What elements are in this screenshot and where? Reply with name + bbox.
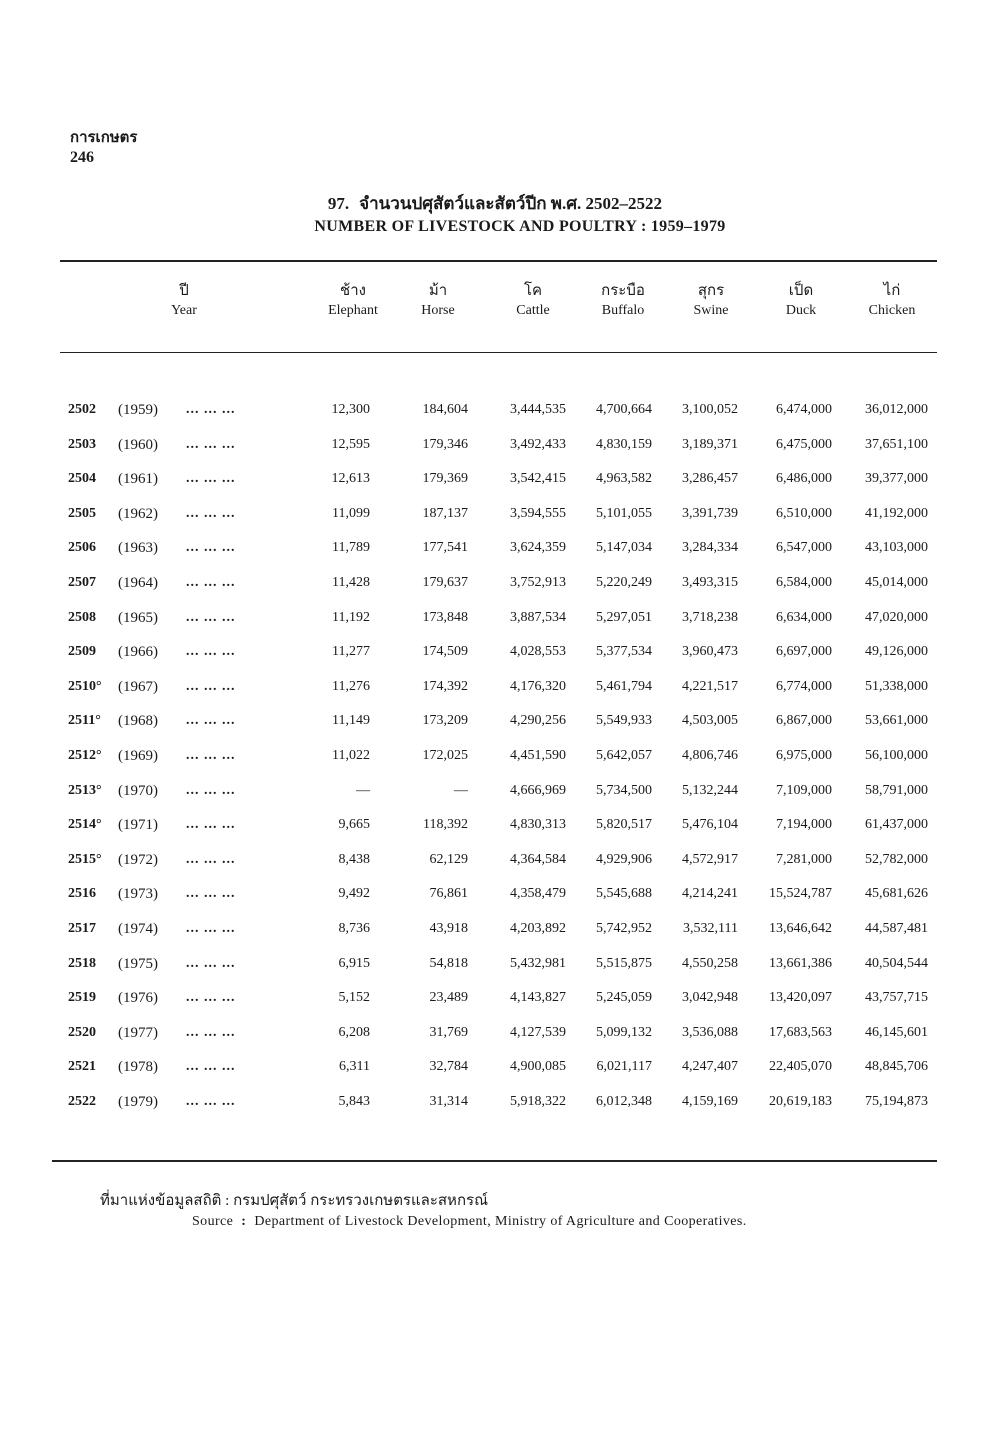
cell-cattle: 4,290,256	[510, 713, 566, 729]
cell-elephant: 6,208	[338, 1024, 370, 1040]
cell-buffalo: 5,742,952	[596, 921, 652, 936]
table-row	[0, 506, 990, 528]
leader-dots: ... ... ...	[186, 713, 236, 729]
cell-swine: 3,960,473	[682, 644, 738, 660]
leader-dots: ... ... ...	[186, 921, 236, 936]
year-be: 2516	[68, 886, 96, 902]
cell-horse: 184,604	[422, 402, 468, 417]
col-header-swine-en: Swine	[693, 303, 729, 318]
year-be: 2504	[68, 471, 96, 487]
col-header-year-en: Year	[171, 303, 197, 318]
cell-cattle: 4,900,085	[510, 1059, 566, 1075]
year-ce: (1961)	[118, 471, 158, 488]
cell-chicken: 40,504,544	[865, 955, 928, 971]
cell-horse: 23,489	[429, 990, 468, 1006]
cell-cattle: 4,127,539	[510, 1024, 566, 1040]
cell-duck: 6,975,000	[776, 748, 832, 763]
table-row	[0, 956, 990, 978]
cell-elephant: 6,915	[338, 955, 370, 971]
cell-horse: 118,392	[423, 817, 468, 833]
cell-chicken: 56,100,000	[865, 748, 928, 763]
cell-chicken: 75,194,873	[865, 1094, 928, 1109]
cell-elephant: 12,595	[331, 436, 370, 452]
cell-horse: 187,137	[422, 505, 468, 521]
cell-duck: 6,475,000	[776, 436, 832, 452]
cell-duck: 6,486,000	[776, 471, 832, 487]
leader-dots: ... ... ...	[186, 1059, 236, 1075]
cell-elephant: 11,428	[332, 575, 370, 590]
cell-chicken: 36,012,000	[865, 402, 928, 417]
cell-chicken: 46,145,601	[865, 1024, 928, 1040]
col-header-duck-th: เป็ด	[788, 283, 814, 299]
year-be: 2518	[68, 955, 96, 971]
table-row	[0, 990, 990, 1012]
leader-dots: ... ... ...	[186, 678, 236, 694]
cell-duck: 15,524,787	[769, 886, 832, 902]
col-header-chicken	[837, 282, 947, 320]
leader-dots: ... ... ...	[186, 748, 236, 763]
cell-elephant: 5,843	[338, 1094, 370, 1109]
leader-dots: ... ... ...	[186, 955, 236, 971]
cell-elephant: 11,022	[332, 748, 370, 763]
cell-swine: 4,806,746	[682, 748, 738, 763]
table-title-thai	[0, 190, 990, 217]
source-colon: :	[241, 1214, 247, 1229]
year-ce: (1976)	[118, 990, 158, 1007]
cell-buffalo: 6,021,117	[596, 1059, 652, 1075]
table-row	[0, 575, 990, 597]
col-header-swine-th: สุกร	[697, 283, 725, 299]
cell-horse: 32,784	[429, 1059, 468, 1075]
cell-chicken: 43,103,000	[865, 540, 928, 556]
table-row	[0, 610, 990, 632]
cell-buffalo: 5,377,534	[596, 644, 652, 660]
cell-swine: 5,476,104	[682, 817, 738, 833]
cell-horse: 62,129	[429, 851, 468, 867]
col-header-buffalo-th: กระบือ	[601, 283, 645, 299]
year-ce: (1972)	[118, 851, 158, 868]
cell-cattle: 4,028,553	[510, 644, 566, 660]
cell-duck: 6,547,000	[776, 540, 832, 556]
cell-horse: 173,209	[422, 713, 468, 729]
cell-swine: 4,572,917	[682, 851, 738, 867]
bottom-rule	[52, 1160, 937, 1162]
year-be: 2510°	[68, 678, 102, 694]
cell-horse: 172,025	[422, 748, 468, 763]
cell-swine: 3,042,948	[682, 990, 738, 1006]
cell-cattle: 4,666,969	[510, 782, 566, 798]
cell-horse: —	[454, 782, 468, 798]
cell-chicken: 61,437,000	[865, 817, 928, 833]
source-label: Source	[192, 1214, 234, 1229]
cell-buffalo: 6,012,348	[596, 1094, 652, 1109]
cell-elephant: 11,789	[332, 540, 370, 556]
year-be: 2517	[68, 921, 96, 936]
year-be: 2513°	[68, 782, 102, 798]
cell-swine: 3,100,052	[682, 402, 738, 417]
source-thai: ที่มาแห่งข้อมูลสถิติ : กรมปศุสัตว์ กระทรวงเกษตรและสหกรณ์	[100, 1193, 489, 1209]
cell-duck: 6,584,000	[776, 575, 832, 590]
cell-buffalo: 5,101,055	[596, 505, 652, 521]
cell-elephant: 9,492	[338, 886, 370, 902]
cell-elephant: 12,300	[331, 402, 370, 417]
year-ce: (1965)	[118, 609, 158, 626]
year-ce: (1960)	[118, 436, 158, 453]
year-be: 2519	[68, 990, 96, 1006]
cell-swine: 5,132,244	[682, 782, 738, 798]
year-be: 2505	[68, 505, 96, 521]
year-be: 2520	[68, 1024, 96, 1040]
cell-horse: 54,818	[429, 955, 468, 971]
cell-elephant: 8,736	[338, 921, 370, 936]
leader-dots: ... ... ...	[186, 402, 236, 417]
year-ce: (1975)	[118, 955, 158, 972]
cell-cattle: 4,203,892	[510, 921, 566, 936]
cell-duck: 6,474,000	[776, 402, 832, 417]
cell-swine: 4,550,258	[682, 955, 738, 971]
cell-chicken: 45,014,000	[865, 575, 928, 590]
leader-dots: ... ... ...	[186, 782, 236, 798]
leader-dots: ... ... ...	[186, 609, 236, 625]
col-header-chicken-th: ไก่	[883, 283, 901, 299]
cell-horse: 31,314	[429, 1094, 468, 1109]
cell-chicken: 52,782,000	[865, 851, 928, 867]
cell-chicken: 58,791,000	[865, 782, 928, 798]
table-row	[0, 437, 990, 459]
year-ce: (1978)	[118, 1059, 158, 1076]
year-ce: (1959)	[118, 402, 158, 418]
cell-swine: 4,221,517	[682, 678, 738, 694]
cell-elephant: 5,152	[338, 990, 370, 1006]
cell-cattle: 3,542,415	[510, 471, 566, 487]
cell-buffalo: 5,642,057	[596, 748, 652, 763]
cell-horse: 173,848	[422, 609, 468, 625]
leader-dots: ... ... ...	[186, 1094, 236, 1109]
cell-cattle: 3,594,555	[510, 505, 566, 521]
table-row	[0, 471, 990, 493]
table-row	[0, 1094, 990, 1116]
cell-swine: 3,284,334	[682, 540, 738, 556]
cell-cattle: 4,451,590	[510, 748, 566, 763]
cell-buffalo: 5,515,875	[596, 955, 652, 971]
cell-swine: 4,214,241	[682, 886, 738, 902]
year-ce: (1966)	[118, 644, 158, 661]
year-ce: (1967)	[118, 678, 158, 695]
cell-chicken: 48,845,706	[865, 1059, 928, 1075]
cell-chicken: 37,651,100	[865, 436, 928, 452]
leader-dots: ... ... ...	[186, 644, 236, 660]
top-rule	[60, 260, 937, 262]
year-ce: (1963)	[118, 540, 158, 557]
cell-cattle: 4,364,584	[510, 851, 566, 867]
col-header-chicken-en: Chicken	[868, 303, 916, 318]
col-header-elephant-th: ช้าง	[340, 283, 366, 299]
cell-buffalo: 5,099,132	[596, 1024, 652, 1040]
cell-duck: 6,510,000	[776, 505, 832, 521]
cell-horse: 179,637	[422, 575, 468, 590]
year-ce: (1979)	[118, 1094, 158, 1110]
table-row	[0, 783, 990, 805]
leader-dots: ... ... ...	[186, 990, 236, 1006]
table-row	[0, 679, 990, 701]
year-be: 2521	[68, 1059, 96, 1075]
cell-duck: 6,634,000	[776, 609, 832, 625]
year-be: 2512°	[68, 748, 102, 763]
table-row	[0, 852, 990, 874]
cell-cattle: 3,887,534	[510, 609, 566, 625]
cell-swine: 3,536,088	[682, 1024, 738, 1040]
cell-horse: 174,509	[422, 644, 468, 660]
table-row	[0, 540, 990, 562]
cell-duck: 6,774,000	[776, 678, 832, 694]
leader-dots: ... ... ...	[186, 851, 236, 867]
year-be: 2508	[68, 609, 96, 625]
table-row	[0, 713, 990, 735]
year-be: 2509	[68, 644, 96, 660]
year-ce: (1968)	[118, 713, 158, 730]
table-row	[0, 1059, 990, 1081]
cell-cattle: 4,830,313	[510, 817, 566, 833]
cell-buffalo: 5,297,051	[596, 609, 652, 625]
year-ce: (1970)	[118, 782, 158, 799]
cell-horse: 31,769	[429, 1024, 468, 1040]
cell-cattle: 4,143,827	[510, 990, 566, 1006]
cell-chicken: 45,681,626	[865, 886, 928, 902]
cell-chicken: 39,377,000	[865, 471, 928, 487]
cell-cattle: 3,492,433	[510, 436, 566, 452]
year-ce: (1969)	[118, 748, 158, 764]
cell-cattle: 3,752,913	[510, 575, 566, 590]
source-english	[192, 1214, 747, 1230]
cell-buffalo: 5,545,688	[596, 886, 652, 902]
page-number: 246	[70, 149, 94, 166]
cell-horse: 179,346	[422, 436, 468, 452]
table-row	[0, 1025, 990, 1047]
cell-swine: 3,189,371	[682, 436, 738, 452]
cell-buffalo: 5,461,794	[596, 678, 652, 694]
year-be: 2515°	[68, 851, 102, 867]
cell-duck: 7,109,000	[776, 782, 832, 798]
cell-swine: 3,532,111	[683, 921, 738, 936]
cell-elephant: 6,311	[339, 1059, 370, 1075]
cell-buffalo: 4,830,159	[596, 436, 652, 452]
col-header-elephant-en: Elephant	[328, 303, 378, 318]
col-header-horse-en: Horse	[421, 303, 455, 318]
cell-horse: 179,369	[422, 471, 468, 487]
cell-buffalo: 4,700,664	[596, 402, 652, 417]
cell-horse: 43,918	[429, 921, 468, 936]
cell-horse: 76,861	[429, 886, 468, 902]
cell-elephant: 11,149	[332, 713, 370, 729]
cell-buffalo: 5,147,034	[596, 540, 652, 556]
year-ce: (1974)	[118, 921, 158, 937]
cell-horse: 174,392	[422, 678, 468, 694]
table-number: 97.	[327, 194, 350, 213]
cell-cattle: 4,358,479	[510, 886, 566, 902]
cell-buffalo: 5,734,500	[596, 782, 652, 798]
cell-chicken: 49,126,000	[865, 644, 928, 660]
col-header-cattle-en: Cattle	[516, 303, 550, 318]
cell-buffalo: 5,220,249	[596, 575, 652, 590]
table-row	[0, 402, 990, 424]
cell-chicken: 41,192,000	[865, 505, 928, 521]
cell-buffalo: 4,929,906	[596, 851, 652, 867]
year-be: 2514°	[68, 817, 102, 833]
cell-swine: 4,503,005	[682, 713, 738, 729]
table-row	[0, 644, 990, 666]
cell-cattle: 5,432,981	[510, 955, 566, 971]
cell-swine: 3,493,315	[682, 575, 738, 590]
source-text: Department of Livestock Development, Ministry of Agriculture and Cooperatives.	[254, 1214, 747, 1229]
year-ce: (1962)	[118, 505, 158, 522]
cell-swine: 3,286,457	[682, 471, 738, 487]
leader-dots: ... ... ...	[186, 436, 236, 452]
cell-duck: 7,281,000	[776, 851, 832, 867]
year-ce: (1964)	[118, 575, 158, 591]
cell-horse: 177,541	[422, 540, 468, 556]
section-label: การเกษตร	[70, 130, 138, 146]
cell-duck: 7,194,000	[776, 817, 832, 833]
col-header-buffalo-en: Buffalo	[601, 303, 645, 318]
cell-elephant: 8,438	[338, 851, 370, 867]
table-title-english: NUMBER OF LIVESTOCK AND POULTRY : 1959–1979	[314, 218, 726, 235]
cell-duck: 6,867,000	[776, 713, 832, 729]
leader-dots: ... ... ...	[186, 817, 236, 833]
leader-dots: ... ... ...	[186, 540, 236, 556]
cell-buffalo: 5,549,933	[596, 713, 652, 729]
cell-chicken: 44,587,481	[865, 921, 928, 936]
col-header-year	[129, 282, 239, 320]
cell-chicken: 51,338,000	[865, 678, 928, 694]
cell-elephant: 12,613	[331, 471, 370, 487]
cell-duck: 17,683,563	[769, 1024, 832, 1040]
year-ce: (1971)	[118, 817, 158, 834]
leader-dots: ... ... ...	[186, 886, 236, 902]
cell-swine: 3,718,238	[682, 609, 738, 625]
cell-chicken: 53,661,000	[865, 713, 928, 729]
cell-duck: 13,661,386	[769, 955, 832, 971]
year-be: 2507	[68, 575, 96, 590]
cell-swine: 3,391,739	[682, 505, 738, 521]
col-header-horse-th: ม้า	[428, 283, 448, 299]
cell-cattle: 3,444,535	[510, 402, 566, 417]
title-thai-text: จำนวนปศุสัตว์และสัตว์ปีก พ.ศ. 2502–2522	[359, 194, 663, 213]
year-ce: (1977)	[118, 1024, 158, 1041]
table-row	[0, 886, 990, 908]
cell-cattle: 4,176,320	[510, 678, 566, 694]
year-be: 2503	[68, 436, 96, 452]
col-header-year-th: ปี	[179, 283, 189, 299]
cell-duck: 13,646,642	[769, 921, 832, 936]
col-header-duck-en: Duck	[785, 303, 817, 318]
cell-chicken: 43,757,715	[865, 990, 928, 1006]
leader-dots: ... ... ...	[186, 1024, 236, 1040]
cell-swine: 4,159,169	[682, 1094, 738, 1109]
year-be: 2522	[68, 1094, 96, 1109]
cell-elephant: 9,665	[338, 817, 370, 833]
year-be: 2511°	[68, 713, 101, 729]
cell-chicken: 47,020,000	[865, 609, 928, 625]
cell-buffalo: 5,820,517	[596, 817, 652, 833]
cell-elephant: 11,277	[332, 644, 370, 660]
year-be: 2506	[68, 540, 96, 556]
year-be: 2502	[68, 402, 96, 417]
cell-cattle: 3,624,359	[510, 540, 566, 556]
header-rule	[60, 352, 937, 353]
col-header-horse	[383, 282, 493, 320]
cell-buffalo: 5,245,059	[596, 990, 652, 1006]
cell-buffalo: 4,963,582	[596, 471, 652, 487]
year-ce: (1973)	[118, 886, 158, 903]
leader-dots: ... ... ...	[186, 471, 236, 487]
table-row	[0, 817, 990, 839]
cell-elephant: 11,276	[332, 678, 370, 694]
cell-swine: 4,247,407	[682, 1059, 738, 1075]
cell-duck: 20,619,183	[769, 1094, 832, 1109]
cell-duck: 22,405,070	[769, 1059, 832, 1075]
cell-elephant: 11,192	[332, 609, 370, 625]
cell-cattle: 5,918,322	[510, 1094, 566, 1109]
cell-elephant: —	[356, 782, 370, 798]
table-row	[0, 748, 990, 770]
leader-dots: ... ... ...	[186, 575, 236, 590]
cell-duck: 6,697,000	[776, 644, 832, 660]
col-header-cattle-th: โค	[523, 283, 543, 299]
leader-dots: ... ... ...	[186, 505, 236, 521]
cell-elephant: 11,099	[332, 505, 370, 521]
cell-duck: 13,420,097	[769, 990, 832, 1006]
table-row	[0, 921, 990, 943]
